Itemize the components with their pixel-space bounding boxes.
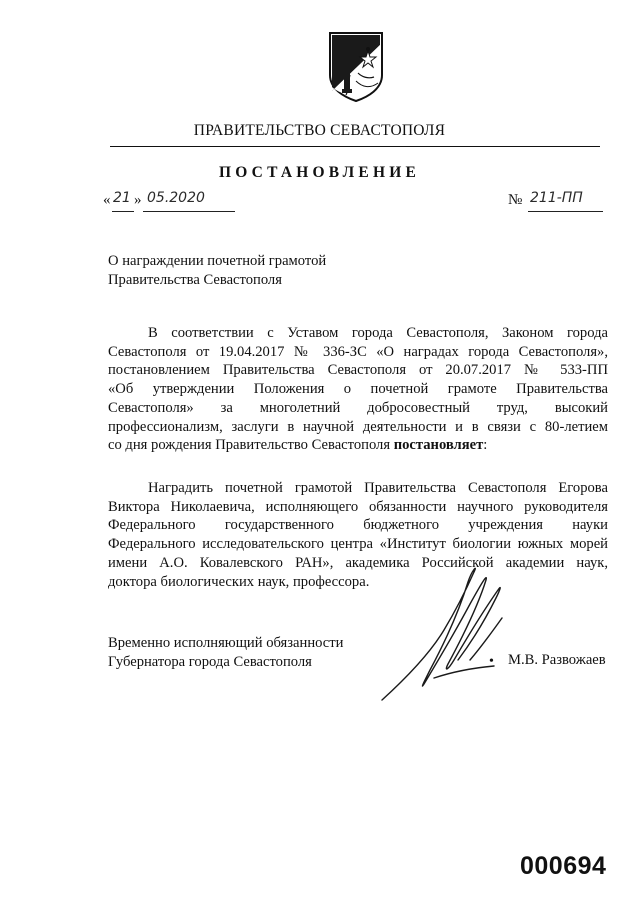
signer-title (108, 634, 408, 671)
header-divider (110, 146, 600, 147)
coat-of-arms-icon (328, 31, 384, 103)
paragraph-line: Виктора Николаевича, исполняющего обязанности научного руководителя (108, 498, 608, 515)
date-close-quote: » (134, 192, 142, 208)
document-number (508, 192, 603, 212)
paragraph-colon: : (483, 437, 488, 454)
paragraph-line: Севастополя» за многолетний добросовестный труд, высокий (108, 399, 608, 416)
paragraph-line: Федерального государственного бюджетного учреждения науки (108, 517, 608, 534)
paragraph-line: Наградить почетной грамотой Правительства Севастополя Егорова (148, 480, 608, 496)
preamble-paragraph (108, 324, 608, 455)
paragraph-line: Федерального исследовательского центра «Институт биологии южных морей (108, 536, 608, 553)
date-month-year: 05.2020 (147, 190, 205, 206)
paragraph-line: доктора биологических наук, профессора. (108, 573, 370, 590)
date-day: 21 (113, 190, 131, 206)
document-date (103, 192, 235, 212)
serial-number: 000694 (520, 852, 607, 880)
paragraph-line: «Об утверждении Положения о почетной грамоте Правительства (108, 381, 608, 398)
number-underline (528, 211, 603, 212)
document-subject (108, 252, 408, 289)
paragraph-line: профессионализм, заслуги в научной деятельности и в связи с 80-летием (108, 418, 608, 435)
signer-title-line: Губернатора города Севастополя (108, 653, 312, 670)
signer-title-line: Временно исполняющий обязанности (108, 635, 344, 651)
paragraph-line: имени А.О. Ковалевского РАН», академика Российской академии наук, (108, 554, 608, 571)
paragraph-line: В соответствии с Уставом города Севастополя, Законом города (148, 325, 608, 341)
paragraph-line: постановлением Правительства Севастополя от 20.07.2017 № 533-ПП (108, 362, 608, 379)
resolves-keyword: постановляет (393, 437, 484, 454)
date-open-quote: « (103, 192, 111, 208)
subject-line: Правительства Севастополя (108, 271, 282, 288)
paragraph-text: со дня рождения Правительство Севастополя (108, 437, 394, 454)
number-value: 211-ПП (530, 190, 583, 206)
date-day-underline (112, 211, 134, 212)
decision-paragraph (108, 479, 608, 591)
handwritten-signature (374, 560, 524, 705)
paragraph-line-last (108, 436, 608, 455)
subject-line: О награждении почетной грамотой (108, 253, 327, 269)
date-month-underline (143, 211, 235, 212)
signer-name: М.В. Развожаев (508, 652, 606, 668)
government-title: ПРАВИТЕЛЬСТВО СЕВАСТОПОЛЯ (193, 122, 446, 139)
document-type: ПОСТАНОВЛЕНИЕ (218, 164, 421, 181)
number-sign: № (508, 192, 523, 208)
paragraph-line: Севастополя от 19.04.2017 № 336-ЗС «О наградах города Севастополя», (108, 343, 608, 360)
signature-dot: • (489, 654, 494, 669)
